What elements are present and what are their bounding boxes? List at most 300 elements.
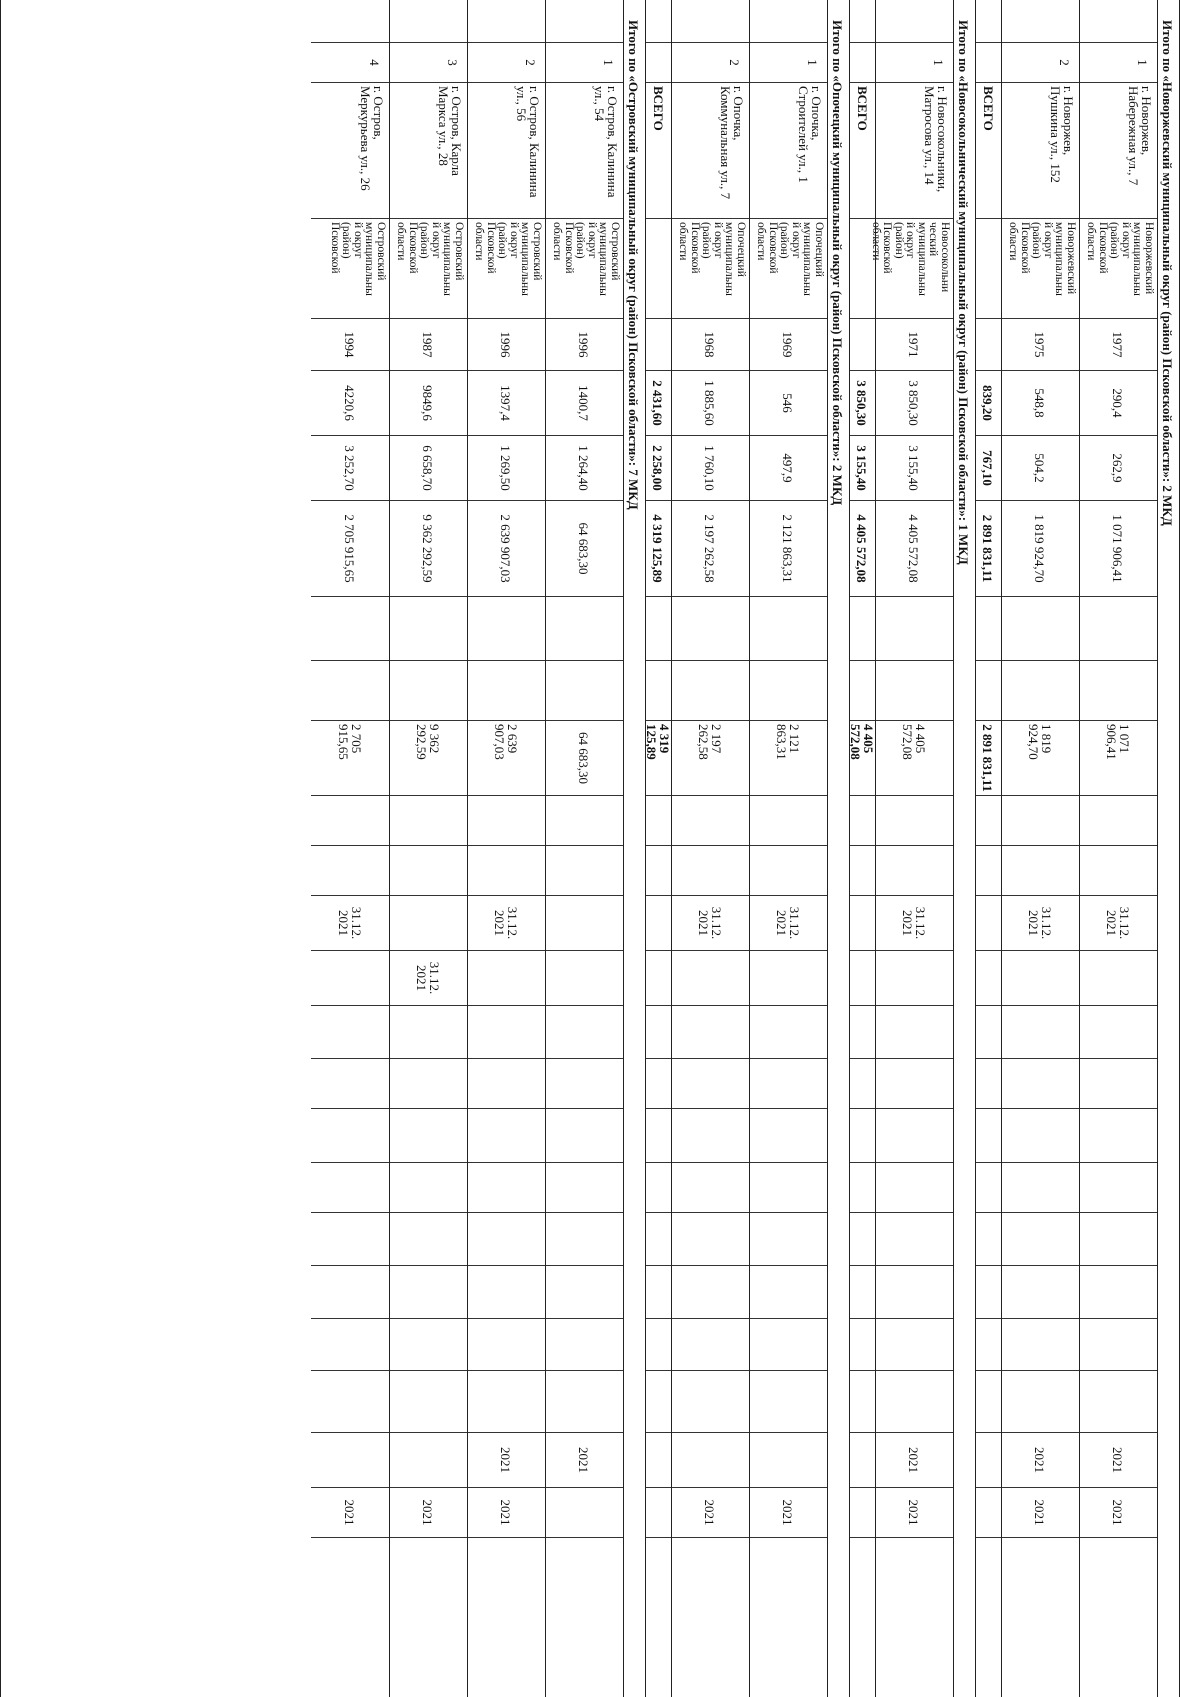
empty-cell (875, 1537, 953, 1697)
empty-cell (849, 596, 875, 660)
repair-cost-cell: 4 405 572,08 (849, 500, 875, 596)
build-year-cell: 1977 (1079, 318, 1157, 370)
empty-cell (749, 1058, 827, 1108)
empty-cell (849, 1370, 875, 1432)
empty-cell (1079, 845, 1157, 895)
deadline-date-cell (975, 950, 1001, 1005)
table-row (671, 0, 750, 1697)
empty-cell (975, 1265, 1001, 1318)
empty-cell (749, 660, 827, 720)
address-cell: г. Новоржев, Набережная ул., 7 (1079, 82, 1157, 218)
repair-cost-cell: 2 891 831,11 (975, 500, 1001, 596)
living-area-cell: 3 252,70 (311, 435, 389, 500)
empty-cell (311, 1058, 389, 1108)
deadline-date-cell (545, 950, 623, 1005)
empty-cell (1001, 1370, 1079, 1432)
row-number-cell (645, 42, 671, 82)
empty-cell (1079, 1005, 1157, 1058)
build-year-cell: 1969 (749, 318, 827, 370)
deadline-date-cell (389, 895, 467, 950)
empty-cell (849, 795, 875, 845)
section-heading: Итого по «Опочецкий муниципальный округ (район) Псковской области»: 2 МКД (828, 0, 850, 1697)
empty-cell (311, 1212, 389, 1265)
empty-cell (545, 1108, 623, 1162)
total-area-cell: 9849,6 (389, 370, 467, 435)
empty-cell (389, 795, 467, 845)
living-area-cell: 6 658,70 (389, 435, 467, 500)
plan-year-cell (975, 1487, 1001, 1537)
empty-cell (975, 1162, 1001, 1212)
address-cell: г. Остров, Калинина ул., 56 (467, 82, 545, 218)
municipality-cell: Опочецкий муниципальны й округ (район) Псковской области (749, 218, 827, 318)
plan-year-cell (645, 1432, 671, 1487)
row-number-cell (975, 42, 1001, 82)
total-area-cell: 290,4 (1079, 370, 1157, 435)
total-area-cell: 3 850,30 (875, 370, 953, 435)
empty-cell (1001, 1212, 1079, 1265)
address-cell: г. Остров, Карла Маркса ул., 28 (389, 82, 467, 218)
empty-cell (749, 1108, 827, 1162)
empty-cell (1079, 1265, 1157, 1318)
empty-cell (645, 1318, 671, 1370)
empty-cell (849, 1265, 875, 1318)
build-year-cell: 1996 (467, 318, 545, 370)
living-area-cell: 3 155,40 (849, 435, 875, 500)
funding-amount-cell: 4 405 572,08 (875, 720, 953, 795)
empty-cell (975, 1212, 1001, 1265)
empty-cell (849, 1005, 875, 1058)
funding-amount-cell: 2 197 262,58 (671, 720, 749, 795)
address-cell: г. Опочка, Строителей ул., 1 (749, 82, 827, 218)
table-row (1001, 0, 1080, 1697)
municipality-cell: Новоржевский муниципальны й округ (район) Псковской области (1079, 218, 1157, 318)
empty-cell (389, 1162, 467, 1212)
table-row (749, 0, 828, 1697)
empty-cell (671, 596, 749, 660)
row-number-cell: 1 (875, 42, 953, 82)
empty-cell (545, 1265, 623, 1318)
funding-amount-cell: 2 121 863,31 (749, 720, 827, 795)
funding-amount-cell: 1 071 906,41 (1079, 720, 1157, 795)
empty-cell (849, 1162, 875, 1212)
plan-year-cell: 2021 (875, 1432, 953, 1487)
empty-cell (1001, 1058, 1079, 1108)
row-number-cell: 1 (749, 42, 827, 82)
living-area-cell: 1 760,10 (671, 435, 749, 500)
empty-cell (749, 596, 827, 660)
empty-cell (389, 1318, 467, 1370)
empty-cell (975, 1370, 1001, 1432)
empty-cell (749, 1005, 827, 1058)
row-number-cell (849, 42, 875, 82)
plan-year-cell (849, 1432, 875, 1487)
empty-cell (1001, 1108, 1079, 1162)
plan-year-cell: 2021 (749, 1487, 827, 1537)
build-year-cell: 1971 (875, 318, 953, 370)
empty-cell (749, 795, 827, 845)
empty-cell (1001, 1537, 1079, 1697)
empty-cell (1079, 1058, 1157, 1108)
empty-cell (311, 1108, 389, 1162)
empty-cell (467, 1537, 545, 1697)
empty-cell (645, 596, 671, 660)
deadline-date-cell (1001, 950, 1079, 1005)
total-area-cell: 1 885,60 (671, 370, 749, 435)
empty-cell (645, 1162, 671, 1212)
empty-cell (545, 845, 623, 895)
row-number-cell: 2 (1001, 42, 1079, 82)
empty-cell (749, 1370, 827, 1432)
table-row (1079, 0, 1158, 1697)
deadline-date-cell: 31.12. 2021 (671, 895, 749, 950)
empty-cell (1079, 660, 1157, 720)
municipality-cell (849, 218, 875, 318)
empty-cell (975, 795, 1001, 845)
deadline-date-cell (875, 950, 953, 1005)
empty-cell (849, 845, 875, 895)
deadline-date-cell: 31.12. 2021 (749, 895, 827, 950)
empty-cell (467, 795, 545, 845)
plan-year-cell (311, 1432, 389, 1487)
empty-cell (671, 1318, 749, 1370)
living-area-cell: 2 258,00 (645, 435, 671, 500)
empty-cell (975, 845, 1001, 895)
build-year-cell (645, 318, 671, 370)
living-area-cell: 1 269,50 (467, 435, 545, 500)
empty-cell (875, 1108, 953, 1162)
empty-cell (467, 1212, 545, 1265)
plan-year-cell: 2021 (1001, 1487, 1079, 1537)
deadline-date-cell (311, 950, 389, 1005)
total-area-cell: 3 850,30 (849, 370, 875, 435)
empty-cell (671, 845, 749, 895)
empty-cell (1079, 1212, 1157, 1265)
empty-cell (467, 596, 545, 660)
empty-cell (645, 795, 671, 845)
table-row (311, 0, 390, 1697)
total-area-cell: 1397,4 (467, 370, 545, 435)
empty-cell (389, 1005, 467, 1058)
empty-cell (849, 660, 875, 720)
empty-cell (467, 1370, 545, 1432)
empty-cell (1001, 596, 1079, 660)
plan-year-cell (389, 1432, 467, 1487)
repair-cost-cell: 64 683,30 (545, 500, 623, 596)
living-area-cell: 504,2 (1001, 435, 1079, 500)
table-row (870, 0, 954, 1697)
row-number-cell: 1 (545, 42, 623, 82)
empty-cell (545, 1537, 623, 1697)
plan-year-cell: 2021 (545, 1432, 623, 1487)
build-year-cell: 1968 (671, 318, 749, 370)
empty-cell (467, 1005, 545, 1058)
municipality-cell: Островский муниципальны й округ (район) Псковской (311, 218, 389, 318)
empty-cell (645, 1265, 671, 1318)
address-cell: г. Опочка, Коммунальная ул., 7 (671, 82, 749, 218)
empty-cell (749, 1212, 827, 1265)
empty-cell (389, 596, 467, 660)
total-area-cell: 1400,7 (545, 370, 623, 435)
empty-cell (975, 660, 1001, 720)
plan-year-cell (645, 1487, 671, 1537)
empty-cell (1079, 596, 1157, 660)
empty-cell (467, 1265, 545, 1318)
living-area-cell: 3 155,40 (875, 435, 953, 500)
plan-year-cell: 2021 (1001, 1432, 1079, 1487)
funding-amount-cell: 2 891 831,11 (975, 720, 1001, 795)
repair-cost-cell: 2 197 262,58 (671, 500, 749, 596)
empty-cell (467, 845, 545, 895)
empty-cell (749, 1537, 827, 1697)
empty-cell (671, 1370, 749, 1432)
section-heading: Итого по «Островский муниципальный округ (район) Псковской области»: 7 МКД (624, 0, 646, 1697)
empty-cell (389, 1265, 467, 1318)
empty-cell (645, 660, 671, 720)
address-cell: г. Остров, Калинина ул., 54 (545, 82, 623, 218)
empty-cell (975, 1108, 1001, 1162)
living-area-cell: 767,10 (975, 435, 1001, 500)
empty-cell (389, 845, 467, 895)
empty-cell (849, 1318, 875, 1370)
deadline-date-cell (645, 950, 671, 1005)
empty-cell (875, 1212, 953, 1265)
funding-amount-cell: 9 362 292,59 (389, 720, 467, 795)
municipality-cell: Островский муниципальны й округ (район) Псковской области (389, 218, 467, 318)
living-area-cell: 497,9 (749, 435, 827, 500)
deadline-date-cell (645, 895, 671, 950)
empty-cell (645, 1108, 671, 1162)
empty-cell (311, 845, 389, 895)
empty-cell (875, 596, 953, 660)
empty-cell (749, 1318, 827, 1370)
build-year-cell: 1987 (389, 318, 467, 370)
deadline-date-cell (849, 895, 875, 950)
empty-cell (975, 596, 1001, 660)
empty-cell (875, 1058, 953, 1108)
repair-cost-cell: 2 121 863,31 (749, 500, 827, 596)
total-area-cell: 4220,6 (311, 370, 389, 435)
plan-year-cell: 2021 (875, 1487, 953, 1537)
empty-cell (389, 1537, 467, 1697)
deadline-date-cell (1079, 950, 1157, 1005)
plan-year-cell: 2021 (467, 1432, 545, 1487)
empty-cell (311, 1162, 389, 1212)
funding-amount-cell: 2 639 907,03 (467, 720, 545, 795)
municipality-cell (975, 218, 1001, 318)
empty-cell (645, 1537, 671, 1697)
empty-cell (545, 596, 623, 660)
empty-cell (1001, 660, 1079, 720)
empty-cell (849, 1058, 875, 1108)
build-year-cell: 1975 (1001, 318, 1079, 370)
section-heading: Итого по «Новоржевский муниципальный округ (район) Псковской области»: 2 МКД (1158, 0, 1180, 1697)
empty-cell (875, 1162, 953, 1212)
plan-year-cell (849, 1487, 875, 1537)
address-cell: г. Остров, Меркурьева ул., 26 (311, 82, 389, 218)
deadline-date-cell: 31.12. 2021 (311, 895, 389, 950)
table-row (545, 0, 624, 1697)
funding-amount-cell: 1 819 924,70 (1001, 720, 1079, 795)
empty-cell (671, 1108, 749, 1162)
empty-cell (1001, 1005, 1079, 1058)
municipality-cell: Островский муниципальны й округ (район) Псковской области (467, 218, 545, 318)
plan-year-cell (671, 1432, 749, 1487)
total-label-cell: ВСЕГО (645, 82, 671, 218)
empty-cell (1001, 1162, 1079, 1212)
total-row (849, 0, 876, 1697)
total-area-cell: 548,8 (1001, 370, 1079, 435)
empty-cell (1079, 1318, 1157, 1370)
repair-cost-cell: 4 319 125,89 (645, 500, 671, 596)
empty-cell (1079, 1162, 1157, 1212)
deadline-date-cell: 31.12. 2021 (1001, 895, 1079, 950)
empty-cell (875, 1370, 953, 1432)
repair-cost-cell: 1 819 924,70 (1001, 500, 1079, 596)
empty-cell (645, 1005, 671, 1058)
empty-cell (467, 1058, 545, 1108)
empty-cell (1001, 1265, 1079, 1318)
row-number-cell: 2 (467, 42, 545, 82)
municipality-cell: Новоржевский муниципальны й округ (район) Псковской области (1001, 218, 1079, 318)
empty-cell (1079, 1108, 1157, 1162)
empty-cell (311, 1005, 389, 1058)
empty-cell (875, 1318, 953, 1370)
empty-cell (311, 1318, 389, 1370)
empty-cell (545, 1370, 623, 1432)
empty-cell (875, 845, 953, 895)
deadline-date-cell (975, 895, 1001, 950)
empty-cell (749, 1265, 827, 1318)
empty-cell (749, 1162, 827, 1212)
empty-cell (645, 1212, 671, 1265)
empty-cell (467, 660, 545, 720)
empty-cell (1079, 1370, 1157, 1432)
total-area-cell: 546 (749, 370, 827, 435)
deadline-date-cell (749, 950, 827, 1005)
empty-cell (645, 1058, 671, 1108)
empty-cell (749, 845, 827, 895)
empty-cell (671, 795, 749, 845)
empty-cell (389, 1370, 467, 1432)
row-number-cell: 2 (671, 42, 749, 82)
empty-cell (311, 1370, 389, 1432)
empty-cell (645, 845, 671, 895)
empty-cell (311, 1265, 389, 1318)
plan-year-cell: 2021 (1079, 1432, 1157, 1487)
empty-cell (671, 1058, 749, 1108)
plan-year-cell: 2021 (671, 1487, 749, 1537)
total-area-cell: 2 431,60 (645, 370, 671, 435)
total-row (975, 0, 1002, 1697)
build-year-cell (975, 318, 1001, 370)
empty-cell (1079, 795, 1157, 845)
empty-cell (671, 1162, 749, 1212)
total-label-cell: ВСЕГО (849, 82, 875, 218)
deadline-date-cell: 31.12. 2021 (389, 950, 467, 1005)
living-area-cell: 1 264,40 (545, 435, 623, 500)
empty-cell (671, 660, 749, 720)
deadline-date-cell (545, 895, 623, 950)
empty-cell (1001, 845, 1079, 895)
empty-cell (645, 1370, 671, 1432)
empty-cell (545, 660, 623, 720)
row-number-cell: 1 (1079, 42, 1157, 82)
plan-year-cell: 2021 (311, 1487, 389, 1537)
deadline-date-cell: 31.12. 2021 (467, 895, 545, 950)
municipality-cell: Опочецкий муниципальны й округ (район) Псковской области (671, 218, 749, 318)
empty-cell (467, 1108, 545, 1162)
empty-cell (545, 1212, 623, 1265)
empty-cell (875, 1005, 953, 1058)
empty-cell (467, 1162, 545, 1212)
empty-cell (1001, 1318, 1079, 1370)
empty-cell (975, 1318, 1001, 1370)
empty-cell (545, 1162, 623, 1212)
repair-cost-cell: 4 405 572,08 (875, 500, 953, 596)
empty-cell (849, 1108, 875, 1162)
empty-cell (311, 660, 389, 720)
empty-cell (849, 1537, 875, 1697)
empty-cell (389, 1058, 467, 1108)
deadline-date-cell: 31.12. 2021 (1079, 895, 1157, 950)
deadline-date-cell (467, 950, 545, 1005)
empty-cell (671, 1265, 749, 1318)
empty-cell (311, 795, 389, 845)
total-row (645, 0, 672, 1697)
plan-year-cell: 2021 (1079, 1487, 1157, 1537)
repair-cost-cell: 9 362 292,59 (389, 500, 467, 596)
empty-cell (311, 1537, 389, 1697)
build-year-cell: 1994 (311, 318, 389, 370)
build-year-cell (849, 318, 875, 370)
empty-cell (975, 1537, 1001, 1697)
repair-cost-cell: 1 071 906,41 (1079, 500, 1157, 596)
address-cell: г. Новоржев, Пушкина ул., 152 (1001, 82, 1079, 218)
empty-cell (389, 1212, 467, 1265)
municipality-cell (645, 218, 671, 318)
repair-cost-cell: 2 639 907,03 (467, 500, 545, 596)
empty-cell (545, 1318, 623, 1370)
empty-cell (849, 1212, 875, 1265)
empty-cell (975, 1058, 1001, 1108)
deadline-date-cell (849, 950, 875, 1005)
address-cell: г. Новосокольники, Матросова ул., 14 (875, 82, 953, 218)
deadline-date-cell: 31.12. 2021 (875, 895, 953, 950)
empty-cell (545, 1005, 623, 1058)
empty-cell (311, 596, 389, 660)
municipality-cell: Новосокольни ческий муниципальны й округ (район) Псковской области (875, 218, 953, 318)
funding-amount-cell: 4 319 125,89 (645, 720, 671, 795)
empty-cell (545, 795, 623, 845)
plan-year-cell: 2021 (467, 1487, 545, 1537)
empty-cell (671, 1005, 749, 1058)
empty-cell (389, 660, 467, 720)
municipality-cell: Островский муниципальны й округ (район) Псковской области (545, 218, 623, 318)
empty-cell (545, 1058, 623, 1108)
funding-amount-cell: 64 683,30 (545, 720, 623, 795)
table-row (389, 0, 468, 1697)
empty-cell (671, 1212, 749, 1265)
empty-cell (875, 795, 953, 845)
plan-year-cell: 2021 (389, 1487, 467, 1537)
deadline-date-cell (671, 950, 749, 1005)
empty-cell (467, 1318, 545, 1370)
build-year-cell: 1996 (545, 318, 623, 370)
living-area-cell: 262,9 (1079, 435, 1157, 500)
empty-cell (875, 1265, 953, 1318)
repair-cost-cell: 2 705 915,65 (311, 500, 389, 596)
empty-cell (975, 1005, 1001, 1058)
